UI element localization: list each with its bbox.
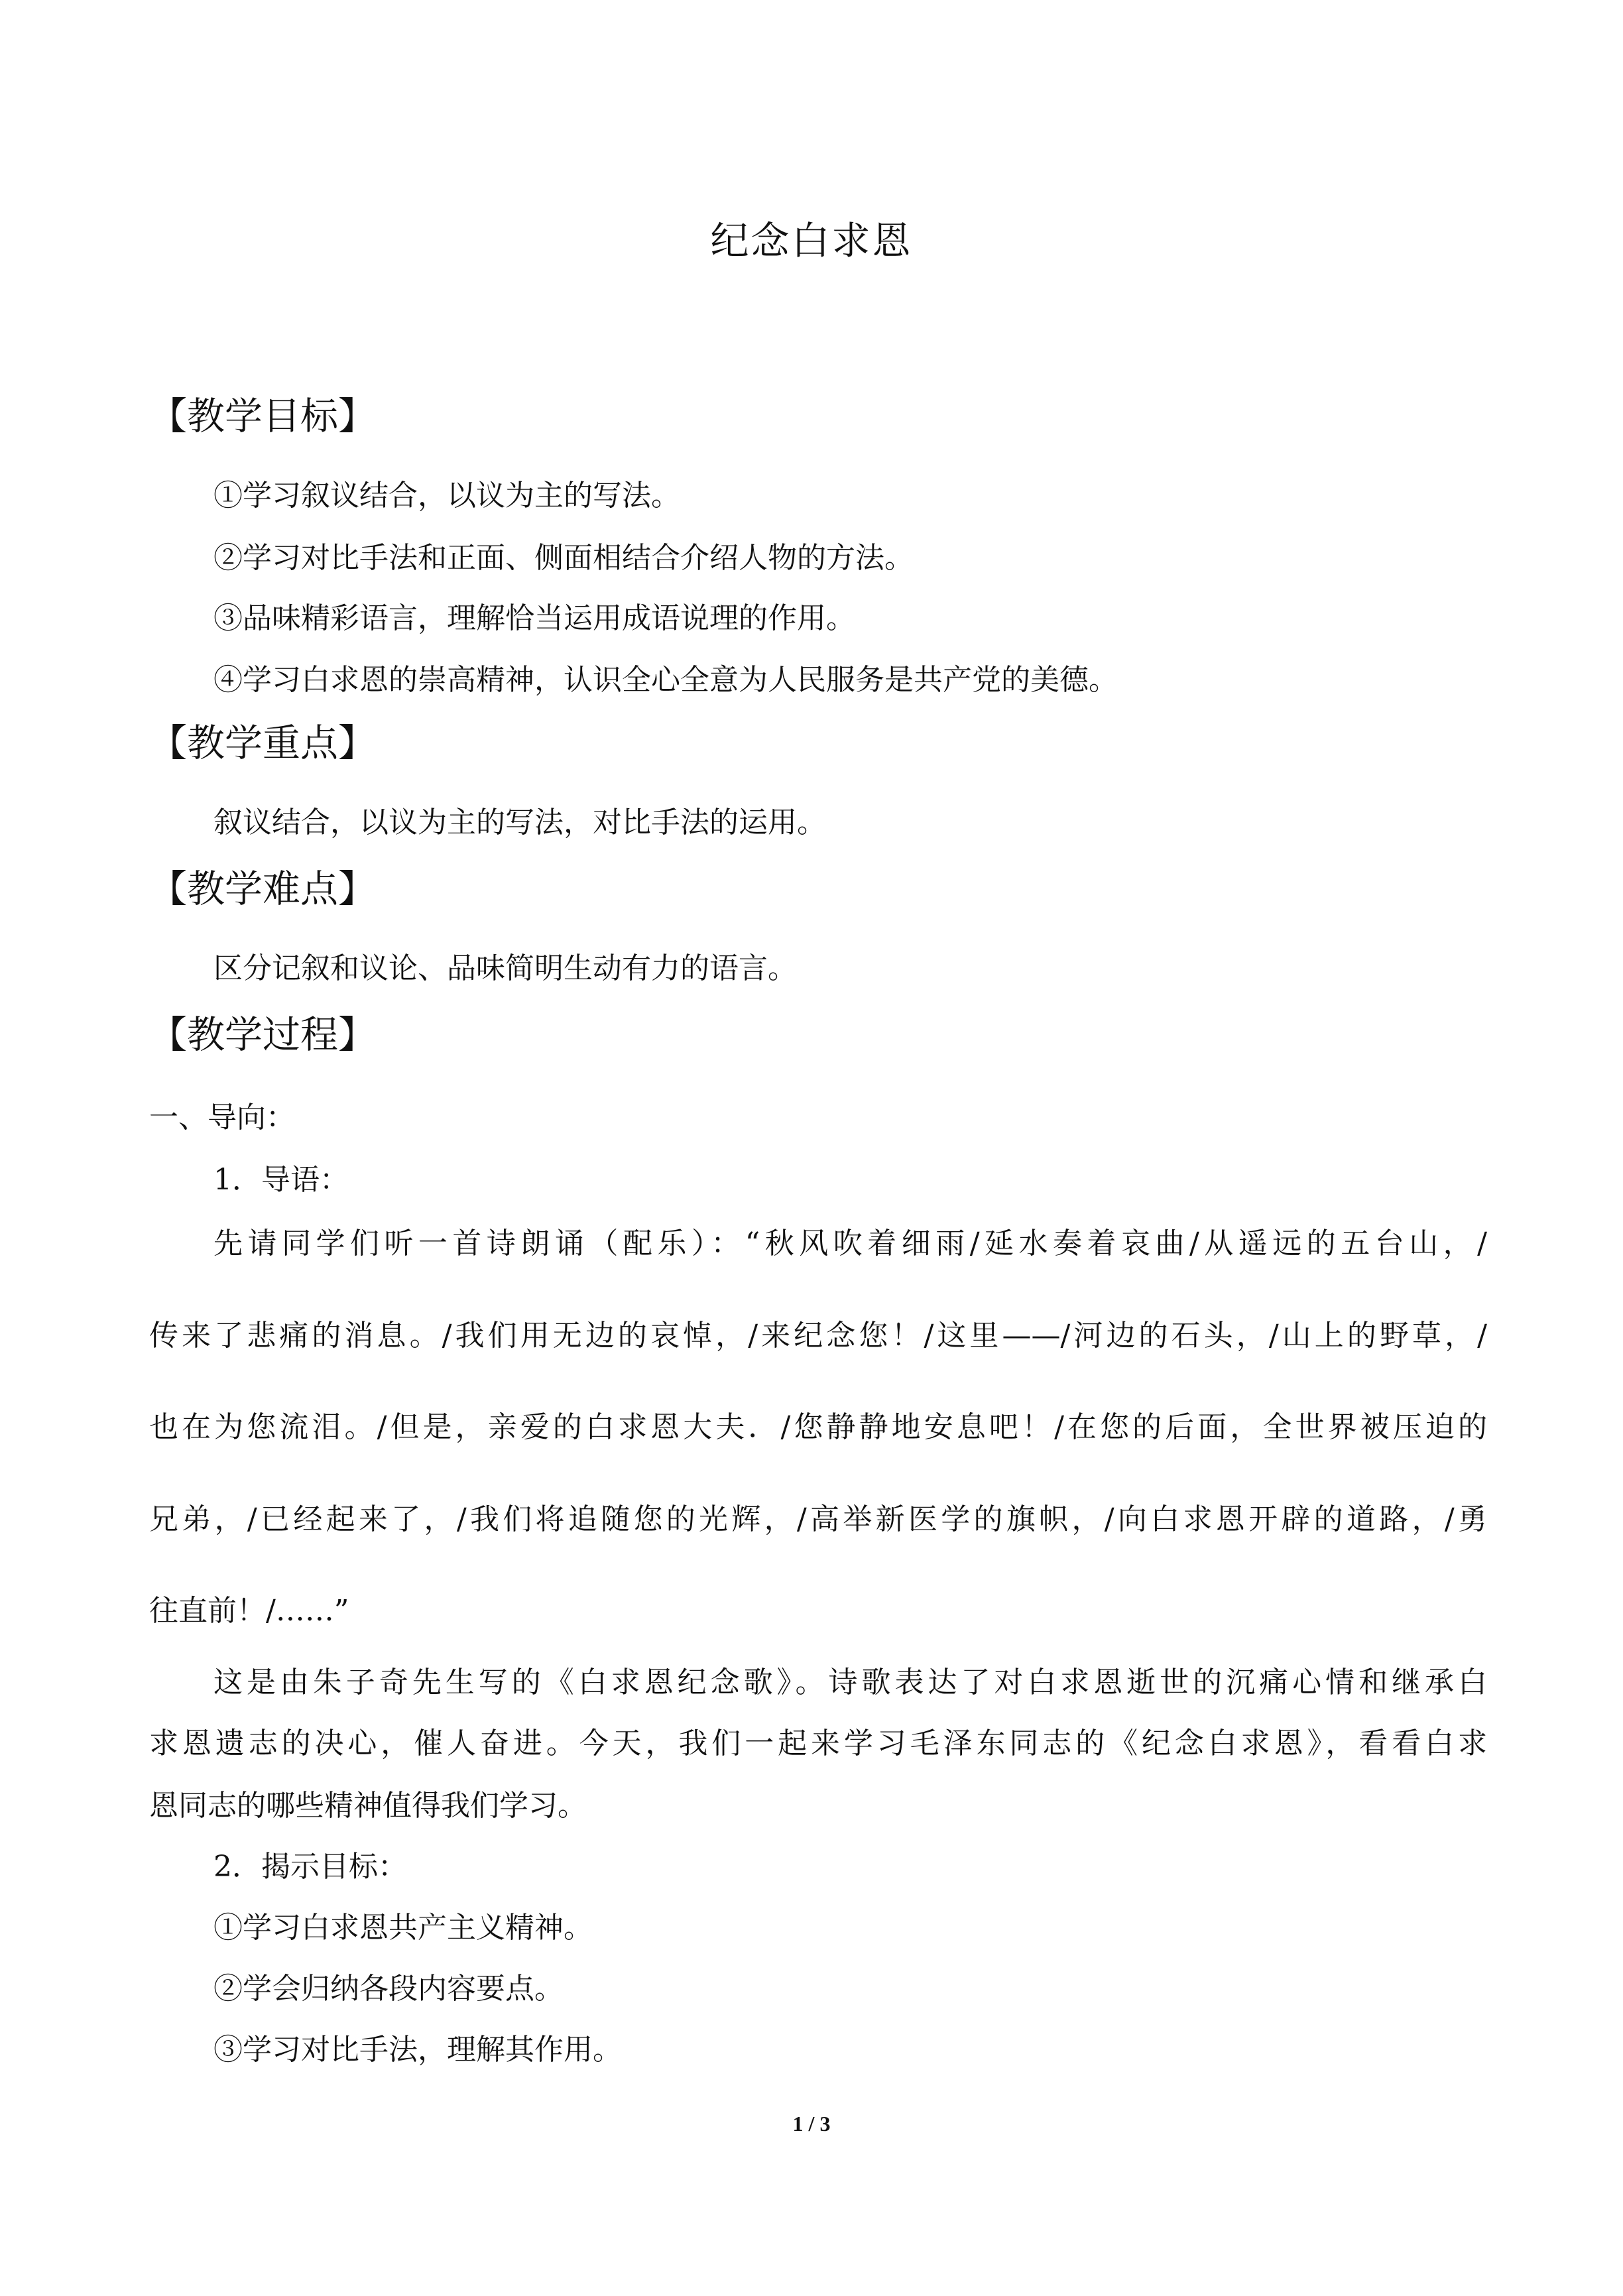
- difficulties-text: 区分记叙和议论、品味简明生动有力的语言。: [213, 951, 797, 985]
- goal-item: ②学习对比手法和正面、侧面相结合介绍人物的方法。: [213, 541, 914, 575]
- summary-line: 恩同志的哪些精神值得我们学习。: [149, 1789, 587, 1823]
- summary-line: 这是由朱子奇先生写的《白求恩纪念歌》。诗歌表达了对白求恩逝世的沉痛心情和继承白: [213, 1665, 1487, 1699]
- key-points-text: 叙议结合，以议为主的写法，对比手法的运用。: [213, 806, 826, 839]
- goal-target-item: ③学习对比手法，理解其作用。: [213, 2033, 622, 2067]
- page-number: 1 / 3: [792, 2112, 831, 2136]
- intro-label: 1．导语：: [213, 1163, 349, 1197]
- summary-line: 求恩遗志的决心，催人奋进。今天，我们一起来学习毛泽东同志的《纪念白求恩》，看看白求: [149, 1726, 1487, 1760]
- poem-line: 传来了悲痛的消息。/我们用无边的哀悼，/来纪念您！/这里——/河边的石头，/山上的野草，/: [149, 1319, 1487, 1353]
- poem-line: 往直前！/……”: [149, 1594, 349, 1628]
- goal-target-item: ①学习白求恩共产主义精神。: [213, 1911, 593, 1945]
- poem-line: 也在为您流泪。/但是，亲爱的白求恩大夫．/您静静地安息吧！/在您的后面，全世界被压迫的: [149, 1410, 1487, 1444]
- section-heading-goals: 【教学目标】: [149, 394, 376, 438]
- goal-item: ③品味精彩语言，理解恰当运用成语说理的作用。: [213, 601, 855, 635]
- section-heading-difficulties: 【教学难点】: [149, 867, 376, 911]
- section-heading-key-points: 【教学重点】: [149, 721, 376, 765]
- section-heading-process: 【教学过程】: [149, 1013, 376, 1057]
- goal-item: ①学习叙议结合，以议为主的写法。: [213, 479, 680, 513]
- document-title: 纪念白求恩: [710, 218, 913, 263]
- goal-target-item: ②学会归纳各段内容要点。: [213, 1972, 564, 2006]
- goals-label: 2．揭示目标：: [213, 1850, 407, 1884]
- goal-item: ④学习白求恩的崇高精神，认识全心全意为人民服务是共产党的美德。: [213, 663, 1118, 697]
- part-title: 一、导向：: [149, 1101, 295, 1134]
- poem-line: 兄弟，/已经起来了，/我们将追随您的光辉，/高举新医学的旗帜，/向白求恩开辟的道路，/勇: [149, 1502, 1487, 1536]
- poem-line: 先请同学们听一首诗朗诵（配乐）：“秋风吹着细雨/延水奏着哀曲/从遥远的五台山，/: [213, 1227, 1487, 1260]
